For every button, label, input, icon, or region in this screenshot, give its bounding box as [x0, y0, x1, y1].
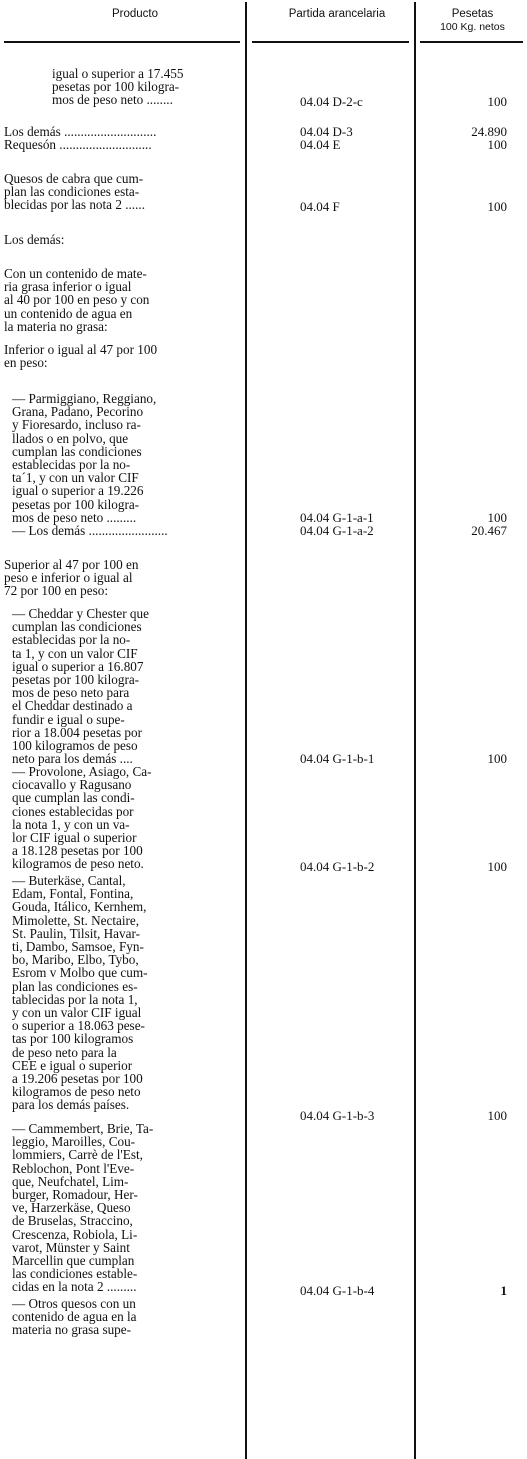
- row-tariff-code: 04.04 F: [300, 199, 340, 214]
- row-tariff-code: 04.04 G-1-a-2: [300, 523, 374, 538]
- row-description: igual o superior a 17.455 pesetas por 100 kilogra- mos de peso neto ........: [52, 66, 184, 108]
- row-description: Inferior o igual al 47 por 100 en peso:: [4, 342, 158, 371]
- row-value: 100: [487, 751, 507, 766]
- row-value: 1: [500, 1283, 507, 1298]
- header-pesetas: [418, 8, 527, 34]
- row-description: Superior al 47 por 100 en peso e inferior o igual al 72 por 100 en peso:: [4, 557, 139, 599]
- row-tariff-code: 04.04 G-1-b-3: [300, 1108, 375, 1123]
- row-description: Con un contenido de mate- ria grasa inferior o igual al 40 por 100 en peso y con un contenido de agua en la materia no grasa:: [4, 266, 150, 334]
- header-rule-pesetas: [420, 41, 523, 43]
- row-value: 100: [487, 94, 507, 109]
- row-tariff-code: 04.04 E: [300, 137, 341, 152]
- row-description: — Cammembert, Brie, Ta- leggio, Maroilles, Cou- lommiers, Carrè de l'Est, Reblochon, Pont l'Eve- que, Neufchatel, Lim- burger, Romadour, Her- ve, Harzerkäse, Queso de Bruselas, Straccino, Crescenza, Robiola, Li- varot, Münster y Saint Marcellin que cumplan las condiciones estable- cidas en la nota 2 .........: [12, 1121, 154, 1295]
- row-tariff-code: 04.04 D-3: [300, 124, 353, 139]
- row-description: Los demás ............................: [4, 124, 157, 139]
- column-divider-left: [245, 2, 247, 1459]
- column-divider-right: [414, 2, 416, 1459]
- row-description: — Los demás ........................: [12, 523, 168, 538]
- row-tariff-code: 04.04 G-1-a-1: [300, 510, 374, 525]
- row-value: 100: [487, 859, 507, 874]
- row-value: 100: [487, 199, 507, 214]
- header-rule-producto: [4, 41, 240, 43]
- header-pesetas-line2: 100 Kg. netos: [440, 21, 505, 33]
- header-producto: Producto: [111, 8, 159, 20]
- row-description: — Provolone, Asiago, Ca- ciocavallo y Ragusano que cumplan las condi- ciones establecidas por la nota 1, y con un va- lor CIF igual o superior a 18.128 pesetas por 100 kilogramos de peso neto.: [12, 764, 152, 872]
- row-description: Requesón ............................: [4, 137, 152, 152]
- row-tariff-code: 04.04 G-1-b-4: [300, 1283, 375, 1298]
- row-description: Quesos de cabra que cum- plan las condiciones esta- blecidas por las nota 2 ......: [4, 171, 145, 213]
- row-tariff-code: 04.04 G-1-b-1: [300, 751, 375, 766]
- row-tariff-code: 04.04 G-1-b-2: [300, 859, 375, 874]
- row-value: 24.890: [471, 124, 507, 139]
- row-description: — Otros quesos con un contenido de agua en la materia no grasa supe-: [12, 1296, 137, 1338]
- row-value: 100: [487, 137, 507, 152]
- header-rule-partida: [252, 41, 409, 43]
- row-value: 100: [487, 1108, 507, 1123]
- row-description: — Buterkäse, Cantal, Edam, Fontal, Fontina, Gouda, Itálico, Kernhem, Mimolette, St. Nectaire, St. Paulin, Tilsit, Havar- ti, Dambo, Samsoe, Fyn- bo, Maribo, Elbo, Tybo, Esrom v Molbo que cum- plan las condiciones es- tablecidas por la nota 1, y con un valor CIF igual o superior a 18.063 pese- tas por 100 kilogramos de peso neto para la CEE e igual o superior a 19.206 pesetas por 100 kilogramos de peso neto para los demás países.: [12, 873, 148, 1113]
- row-description: — Parmiggiano, Reggiano, Grana, Padano, Pecorino y Fioresardo, incluso ra- llados o en polvo, que cumplan las condiciones establecidas por la no- ta´1, y con un valor CIF igual o superior a 19.226 pesetas por 100 kilogra- mos de peso neto .........: [12, 391, 157, 525]
- row-value: 20.467: [471, 523, 507, 538]
- row-description: — Cheddar y Chester que cumplan las condiciones establecidas por la no- ta 1, y con un valor CIF igual o superior a 16.807 pesetas por 100 kilogra- mos de peso neto para el Cheddar destinado a fundir e igual o supe- rior a 18.004 pesetas por 100 kilogramos de peso neto para los demás ....: [12, 606, 149, 767]
- header-pesetas-line1: Pesetas: [451, 8, 494, 20]
- header-partida-arancelaria: Partida arancelaria: [288, 8, 386, 20]
- row-tariff-code: 04.04 D-2-c: [300, 94, 363, 109]
- row-description: Los demás:: [4, 232, 65, 247]
- row-value: 100: [487, 510, 507, 525]
